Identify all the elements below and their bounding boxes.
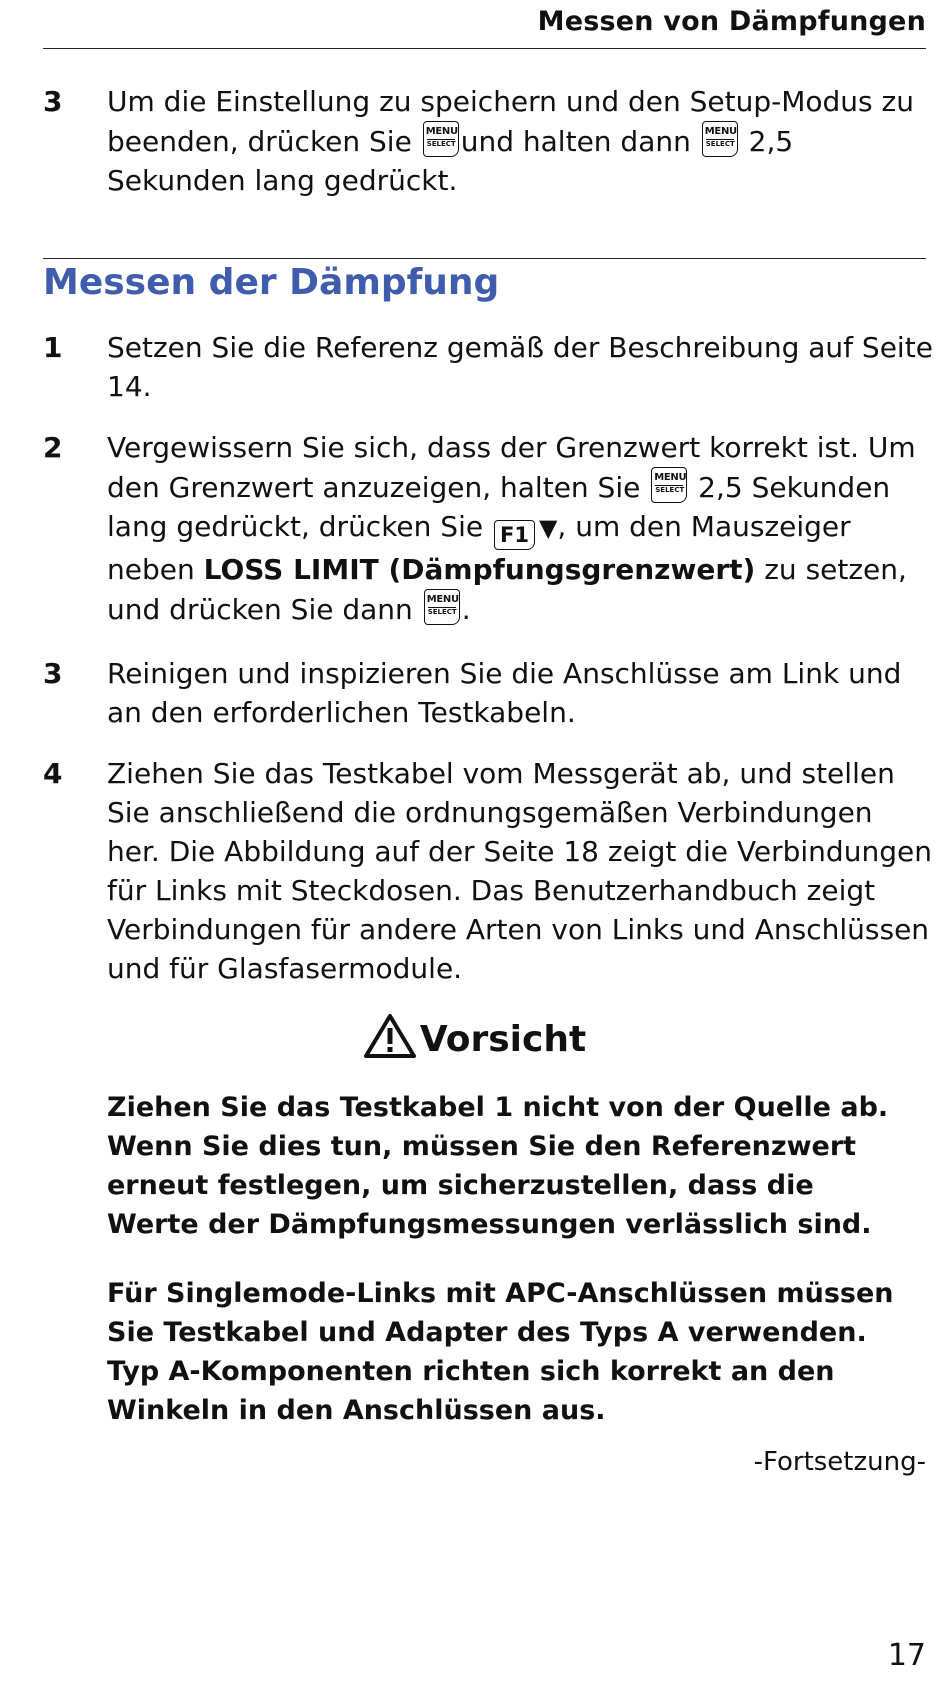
step-number: 2: [43, 431, 63, 464]
caution-heading: [0, 1013, 950, 1060]
f1-key-icon: F1: [494, 520, 535, 550]
step-number: 1: [43, 331, 63, 364]
step-text-part: .: [461, 593, 471, 626]
step-text: [107, 82, 933, 200]
step-number: 3: [43, 657, 63, 690]
step-text-part: zu setzen, und drücken Sie dann: [107, 553, 907, 626]
step-text: [107, 428, 933, 629]
intro-step: [43, 82, 933, 200]
step-text-part: , um den Mauszeiger neben: [107, 510, 851, 586]
step-1: [43, 328, 933, 406]
step-text: Ziehen Sie das Testkabel vom Messgerät ab, und stellen Sie anschließend die ordnungsgemäßen Verbindungen her. Die Abbildung auf der Seite 18 zeigt die Verbindungen für Links mit Steckdosen. Das Benutzerhandbuch zeigt Verbindungen für andere Arten von Links und Anschlüssen und für Glasfasermodule.: [107, 757, 932, 985]
loss-limit-label: LOSS LIMIT (Dämpfungsgrenzwert): [203, 553, 756, 586]
step-4: [43, 754, 933, 988]
page-number: 17: [887, 1638, 926, 1673]
down-arrow-icon: ▼: [538, 514, 558, 542]
section-title: Messen der Dämpfung: [43, 262, 500, 303]
step-text-part: und halten dann: [460, 125, 691, 158]
step-text-part: 2,5 Sekunden lang gedrückt.: [107, 125, 794, 197]
step-text: Reinigen und inspizieren Sie die Anschlüsse am Link und an den erforderlichen Testkabeln.: [107, 657, 902, 729]
step-text-part: 2,5 Sekunden lang gedrückt, drücken Sie: [107, 471, 891, 543]
step-number: 3: [43, 85, 63, 118]
caution-paragraph: Für Singlemode-Links mit APC-Anschlüssen müssen Sie Testkabel und Adapter des Typs A verwenden. Typ A-Komponenten richten sich korrekt an den Winkeln in den Anschlüssen aus.: [107, 1278, 894, 1426]
menu-select-key-icon: MENU SELECT: [423, 121, 459, 157]
warning-triangle-icon: [364, 1013, 416, 1059]
continuation-note: -Fortsetzung-: [753, 1447, 926, 1477]
caution-title: Vorsicht: [419, 1019, 587, 1060]
step-text-part: Um die Einstellung zu speichern und den Setup-Modus zu beenden, drücken Sie: [107, 85, 914, 158]
step-3: [43, 654, 933, 732]
header-rule: [43, 48, 926, 49]
step-2: [43, 428, 933, 629]
step-number: 4: [43, 757, 63, 790]
menu-select-key-icon: MENU SELECT: [651, 467, 687, 503]
step-text-part: Vergewissern Sie sich, dass der Grenzwert korrekt ist. Um den Grenzwert anzuzeigen, halten Sie: [107, 431, 916, 504]
menu-select-key-icon: MENU SELECT: [424, 589, 460, 625]
caution-paragraph: Ziehen Sie das Testkabel 1 nicht von der Quelle ab. Wenn Sie dies tun, müssen Sie den Referenzwert erneut festlegen, um sicherzustellen, dass die Werte der Dämpfungsmessungen verlässlich sind.: [107, 1092, 889, 1240]
section-rule: [43, 258, 926, 259]
step-text: Setzen Sie die Referenz gemäß der Beschreibung auf Seite 14.: [107, 331, 933, 403]
running-header: Messen von Dämpfungen: [537, 6, 926, 37]
menu-select-key-icon: MENU SELECT: [702, 121, 738, 157]
